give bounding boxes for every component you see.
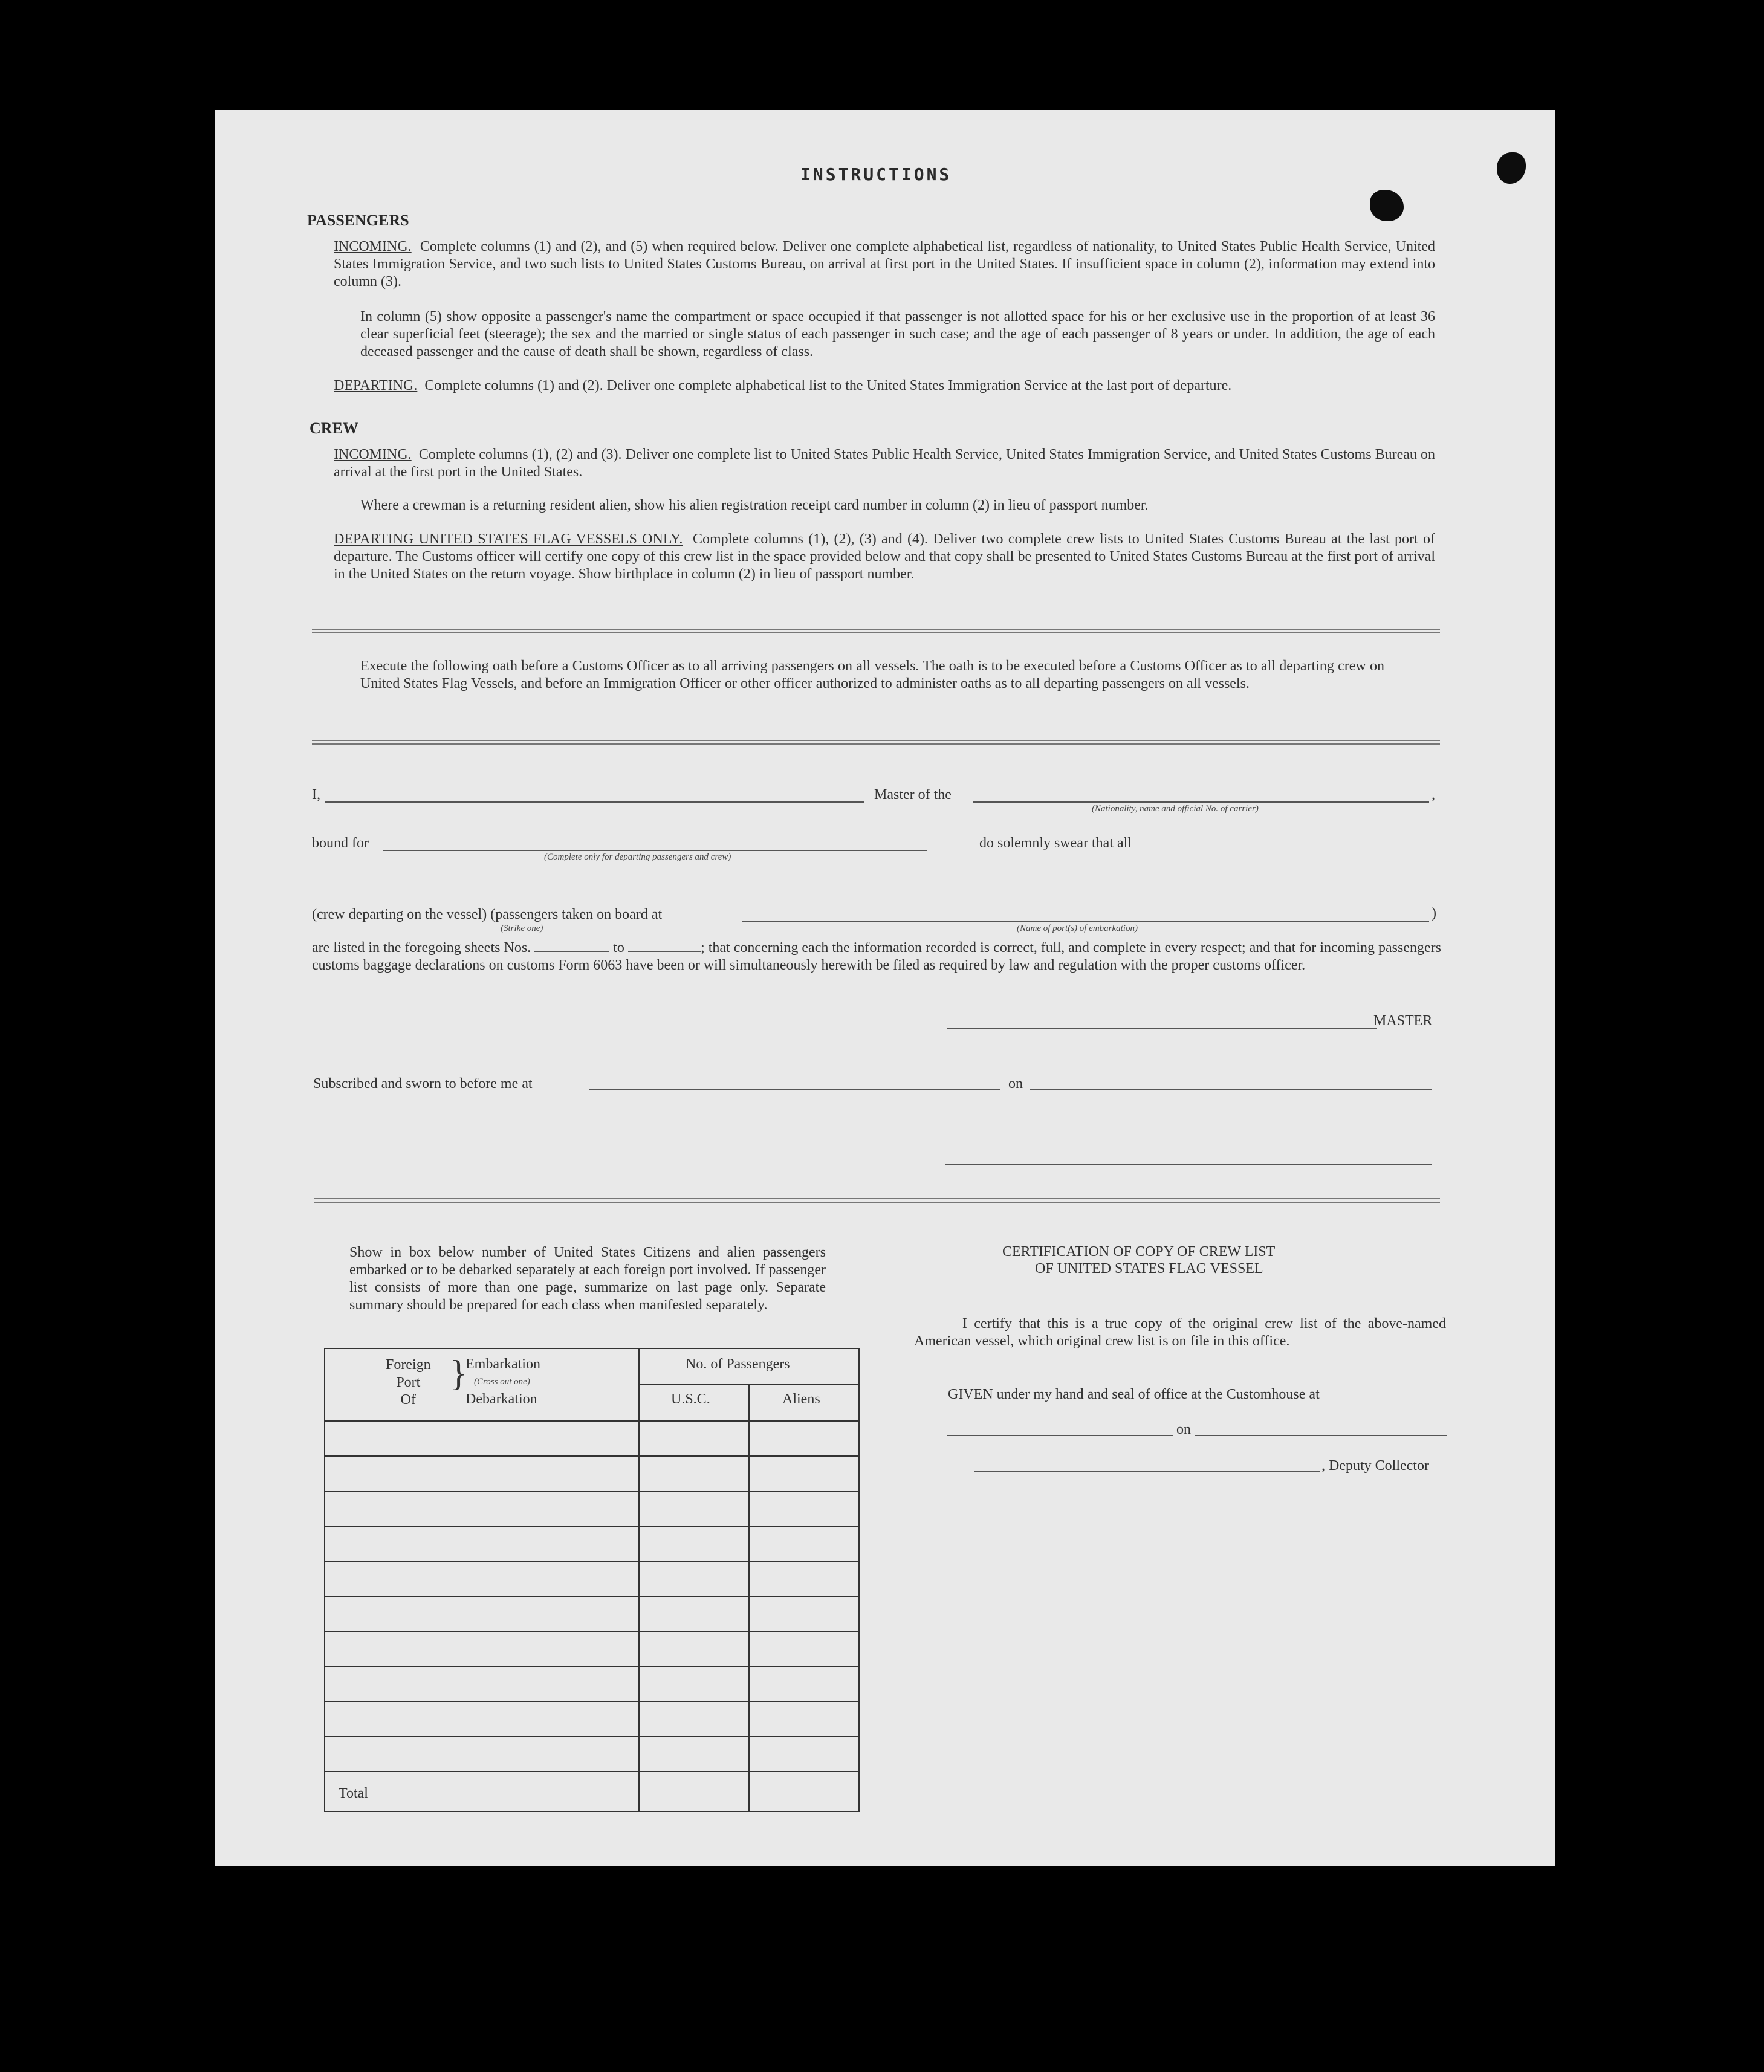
certification-title-2: OF UNITED STATES FLAG VESSEL — [1035, 1261, 1263, 1277]
col-usc: U.S.C. — [671, 1391, 710, 1407]
passenger-summary-table — [324, 1348, 860, 1812]
solemnly-label: do solemnly swear that all — [979, 835, 1132, 851]
carrier-line[interactable] — [973, 801, 1429, 803]
form-sheet — [215, 110, 1555, 1866]
table-row-divider — [325, 1455, 858, 1457]
oath-i-label: I, — [312, 787, 320, 803]
table-divider — [638, 1384, 858, 1385]
listed-rest: ; that concerning each the information recorded is correct, full, and complete in every respect; and that for incoming passengers customs baggage declarations on customs Form 6063 have been or will simultaneously herewith be filed as required by law and regulation with the proper customs officer. — [312, 940, 1441, 973]
table-divider — [638, 1349, 640, 1812]
col-debarkation: Debarkation — [465, 1391, 537, 1407]
table-row-divider — [325, 1631, 858, 1632]
sworn-place-line[interactable] — [589, 1089, 1000, 1090]
deputy-signature-line[interactable] — [974, 1471, 1320, 1472]
deputy-label: , Deputy Collector — [1321, 1458, 1429, 1474]
divider — [312, 740, 1440, 745]
col-no-passengers: No. of Passengers — [686, 1356, 790, 1372]
table-divider — [748, 1384, 750, 1812]
listed-paragraph — [312, 939, 1441, 974]
summary-text: Show in box below number of United States Citizens and alien passengers embarked or to be debarked separately at each foreign port involved. If passenger list consists of more than one page, summarize on last page only. Separate summary should be prepared for each class when manifested separately. — [349, 1245, 826, 1313]
col-aliens: Aliens — [782, 1391, 820, 1407]
master-of-label: Master of the — [874, 787, 952, 803]
passengers-incoming — [334, 238, 1435, 291]
sworn-on-label: on — [1008, 1076, 1023, 1092]
col-embarkation: Embarkation — [465, 1356, 540, 1372]
passengers-incoming-label: INCOMING. — [334, 239, 412, 254]
ink-blot — [1370, 190, 1404, 221]
divider — [312, 629, 1440, 633]
master-label: MASTER — [1373, 1013, 1433, 1029]
crew-heading: CREW — [310, 419, 358, 437]
certification-title-1: CERTIFICATION OF COPY OF CREW LIST — [1002, 1244, 1276, 1260]
passengers-heading: PASSENGERS — [307, 212, 409, 229]
sheet-to-field[interactable] — [628, 941, 701, 952]
table-row-divider — [325, 1736, 858, 1737]
trailing-comma: , — [1432, 787, 1435, 803]
bound-for-label: bound for — [312, 835, 369, 851]
crew-departing-label: (crew departing on the vessel) (passengers taken on board at — [312, 907, 663, 922]
table-row-divider — [325, 1596, 858, 1597]
embarkation-port-line[interactable] — [742, 921, 1429, 922]
crew-departing-text: Complete columns (1), (2), (3) and (4). Deliver two complete crew lists to United States Customs Bureau at the last port of departure. The Customs officer will certify one copy of this crew list in the space provided below and that copy shall be presented to United States Customs Bureau at the first port of arrival in the United States on the return voyage. Show birthplace in column (2) in lieu of passport number. — [334, 531, 1435, 582]
table-row-divider — [325, 1561, 858, 1562]
crew-incoming — [334, 446, 1435, 481]
officer-signature-line[interactable] — [945, 1164, 1432, 1165]
certification-on: on — [1173, 1422, 1195, 1438]
certification-given: GIVEN under my hand and seal of office at the Customhouse at — [948, 1387, 1320, 1402]
close-paren: ) — [1432, 905, 1436, 921]
master-name-line[interactable] — [325, 801, 864, 803]
passengers-column5: In column (5) show opposite a passenger's name the compartment or space occupied if that passenger is not allotted space for his or her exclusive use in the proportion of at least 36 clear superficial feet (steerage); the sex and the married or single status of each passenger in such case; and the age of each passenger of 8 years or under. In addition, the age of each deceased passenger and the cause of death shall be shown, regardless of class. — [360, 309, 1435, 360]
subscribed-label: Subscribed and sworn to before me at — [313, 1076, 533, 1092]
passengers-departing-label: DEPARTING. — [334, 378, 418, 393]
col-cross-out: (Cross out one) — [474, 1377, 530, 1387]
bound-for-line[interactable] — [383, 850, 927, 851]
table-row-divider — [325, 1666, 858, 1667]
passengers-incoming-text: Complete columns (1) and (2), and (5) when required below. Deliver one complete alphabetical list, regardless of nationality, to United States Public Health Service, United States Immigration Service, and two such lists to United States Customs Bureau, on arrival at first port in the United States. If insufficient space in column (2), information may extend into column (3). — [334, 239, 1436, 290]
table-row-divider — [325, 1771, 858, 1772]
oath-intro: Execute the following oath before a Customs Officer as to all arriving passengers on all vessels. The oath is to be executed before a Customs Officer as to all departing crew on United States Flag Vessels, and before an Immigration Officer or other officer authorized to administer oaths as to all departing passengers on all vessels. — [360, 658, 1384, 691]
divider — [314, 1198, 1440, 1203]
instructions-title: INSTRUCTIONS — [800, 164, 952, 184]
table-row-divider — [325, 1701, 858, 1702]
master-signature-line[interactable] — [947, 1028, 1377, 1029]
listed-prefix: are listed in the foregoing sheets Nos. — [312, 940, 531, 956]
ports-note: (Name of port(s) of embarkation) — [1017, 924, 1138, 933]
table-row-divider — [325, 1491, 858, 1492]
ink-blot — [1497, 152, 1526, 184]
sworn-date-line[interactable] — [1030, 1089, 1432, 1090]
crew-departing — [334, 531, 1435, 583]
certification-date-line[interactable] — [1201, 1435, 1447, 1436]
brace-icon: } — [450, 1353, 467, 1393]
col-foreign: Foreign Port Of — [386, 1357, 431, 1408]
crew-departing-label: DEPARTING UNITED STATES FLAG VESSELS ONLY. — [334, 531, 683, 547]
complete-only-note: (Complete only for departing passengers and crew) — [544, 852, 731, 862]
strike-one-note: (Strike one) — [501, 924, 543, 933]
table-row-divider — [325, 1526, 858, 1527]
table-divider — [325, 1420, 858, 1422]
crew-resident: Where a crewman is a returning resident alien, show his alien registration receipt card number in column (2) in lieu of passport number. — [360, 497, 1149, 513]
crew-incoming-text: Complete columns (1), (2) and (3). Deliver one complete list to United States Public Health Service, United States Immigration Service, and United States Customs Bureau on arrival at the first port in the United States. — [334, 447, 1436, 480]
certification-text: I certify that this is a true copy of the original crew list of the above-named American vessel, which original crew list is on file in this office. — [914, 1316, 1446, 1349]
total-label: Total — [339, 1785, 368, 1801]
passengers-departing-text: Complete columns (1) and (2). Deliver one complete alphabetical list to the United States Immigration Service at the last port of departure. — [424, 378, 1232, 393]
passengers-departing — [334, 377, 1435, 395]
crew-incoming-label: INCOMING. — [334, 447, 412, 462]
to-label: to — [613, 940, 624, 956]
nationality-note: (Nationality, name and official No. of carrier) — [1092, 804, 1259, 814]
sheet-from-field[interactable] — [534, 941, 609, 952]
